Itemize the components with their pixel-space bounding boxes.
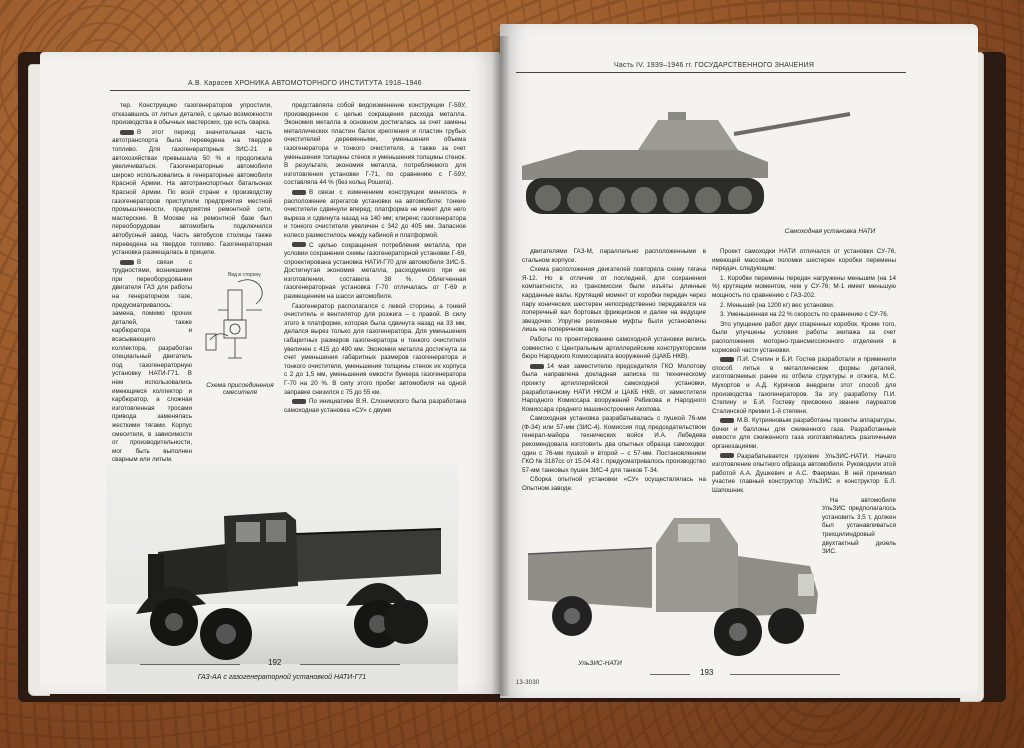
mixer-drawing-icon (198, 270, 282, 380)
marker-icon (292, 242, 306, 247)
marker-icon (120, 260, 134, 265)
paragraph: Схема расположения двигателей повторяла схему тягача Я-12. Но в отличие от последней, для сохранения компактности, из трансмиссии были изъяты длинные карданные валы. Крутящий момент от коробки передач через пару конических шестерен непосредственно передавался на поперечный вал бортовых фрикционов и далее на ведущие звездочки. Упругие резиновые муфты были установлены лишь на поперечном валу. (522, 266, 706, 334)
page-number-rule (300, 664, 400, 665)
marker-icon (120, 130, 134, 135)
page-number-rule (730, 674, 840, 675)
marker-icon (530, 364, 544, 369)
marker-icon (720, 418, 734, 423)
paragraph: М.В. Кутрияновым разработаны проекты аппаратуры, бочки и баллоны для сжиженного газа. Разработанные емкости для сжиженного газа изготавливались различными организациями. (712, 417, 896, 451)
photo-caption: ГАЗ-АА с газогенераторной установкой НАТИ-Г71 (197, 674, 367, 681)
paragraph: 3. Уменьшенная на 22 % скорость по сравнению с СУ-76. (720, 311, 889, 319)
paragraph: тер. Конструкцию газогенераторов упростили, отказавшись от литых деталей, с целью возможности производства в обычных мастерских, где есть сварка. (112, 102, 272, 127)
paragraph: В связи с трудностями, возникшими при переоборудовании двигателя ГАЗ для работы на генераторном газе, предусматривалось: замена, помимо прочих деталей, также карбюратора и всасывающего коллектора, разработан специальный двигатель под газогенераторную установку НАТИ-Г71. В нем использовались имеющиеся коллектор и карбюратор, а сложная изготовленная тросами привода заменялась жесткими тягами. Корпус смесителя, в зависимости от производительности, мог быть выполнен сварным или литым. (112, 258, 192, 464)
page-number-rule (140, 664, 240, 665)
truck-drawing-icon (524, 504, 824, 664)
paragraph: Работы по проектированию самоходной установки велись совместно с Центральным артиллерийским конструкторским бюро Народного Комиссариата вооружений (ЦАКБ НКВ). (522, 335, 706, 361)
left-running-head: А.В. Карасев ХРОНИКА АВТОМОТОРНОГО ИНСТИТУТА 1918–1946 (188, 80, 422, 87)
sketch-caption: Схема присоединения смесителя (206, 382, 274, 396)
marker-icon (292, 399, 306, 404)
tank-image (518, 104, 858, 224)
paragraph: 2. Меньший (на 1200 кг) вес установки. (720, 301, 835, 309)
truck-photo-icon (106, 464, 458, 664)
paragraph: представляла собой видоизменение конструкции Г-59У, произведенное с целью сокращения расхода металла. Экономия металла в основном достигалась за счет замены металлических пластин балок крепления и пластин грубых очистителей деревянными, уменьшения объема газогенератора и тонкого очистителя, а также за счет уменьшения толщины стенок и уменьшения толщины стенок. В результате, экономия металла, потребляемого для изготовления установки Г-71, по сравнению с Г-59У, составляла 44 % (без кольц Рошига). (284, 102, 466, 187)
right-page (500, 24, 978, 698)
paragraph: Самоходная установка разрабатывалась с пушкой 76-мм (Ф-34) или 57-мм (ЗИС-4). Комиссия под председательством генерал-майора технических войск И.А. Лебедева рекомендовала изготовить два опытных образца самоходки: один с 76-мм пушкой и второй – с 57-мм. Постановлением ГКО № 3187сс от 15.04.43 г. предусматривалось производство 57-мм танковых пушек ЗИС-4 для танков Т-34. (522, 415, 706, 474)
footer-mark: 13-3030 (516, 680, 540, 686)
paragraph: В этот период значительная часть автотранспорта была переведена на твердое топливо. Для газогенераторных ЗИС-21 в автохозяйствах превышала 50 % и продолжала увеличиваться. Газогенераторные автомобили широко использовались в генераторные автомобили Красной Армии. На автотранспортных батальонах Красной Армии. По всей стране к производству газогенераторов приступили предприятия местной промышленности, предприятия ремонтной сети, мастерские. В Москве на ремонтной базе был переоборудован автомобиль подключился автобусный завод. Часть автобусов столицы также переведена на твердое топливо. Газогенераторная установка размещалась в прицепе. (112, 128, 272, 257)
truck-caption: УльЗИС-НАТИ (578, 660, 622, 667)
paragraph: П.И. Степин и Б.И. Гостев разработали и применили способ литья в металлические формы деталей, изготовляемых ранее из отбела структуры и отжига, М.С. Мухортов и А.Д. Курячков внедрили этот способ для производства газогенераторов. За эту разработку П.И. Степину и Б.И. Гостеву присвоено звание лауреатов Сталинской премии 1-й степени. (712, 356, 896, 415)
marker-icon (720, 453, 734, 458)
paragraph: 14 мая заместителю председателя ГКО Молотову была направлена докладная записка по техническому проекту артиллерийской самоходной установки, разработанному НАТИ НКСМ и ЦАКБ НКВ, от заместителя Народного Комиссара вооружений Рябикова и Народного Комиссара среднего машиностроения Акопова. (522, 362, 706, 413)
mixer-sketch (198, 270, 282, 380)
right-running-head: Часть IV. 1939–1946 гг. ГОСУДАРСТВЕННОГО ЗНАЧЕНИЯ (614, 62, 815, 69)
page-number: 193 (700, 668, 714, 677)
page-number-rule (650, 674, 690, 675)
left-page (40, 52, 500, 694)
left-column-2 (284, 102, 466, 416)
paragraph: По инициативе В.Я. Слонимского была разработана самоходная установка «СУ» с двумя (284, 398, 466, 414)
page-number: 192 (268, 658, 282, 667)
gaz-aa-photo (106, 464, 458, 692)
paragraph: Это упущение работ двух спаренных коробок. Кроме того, были улучшены условия работы экипажа за счет расположения моторно-трансмиссионного отделения в кормовой части установки. (712, 320, 896, 354)
paragraph: С целью сокращения потребления металла, при условии сохранения схемы газогенераторной установки Г-69, спроектирована установка НАТИ-Г70 для автомобиля ЗИС-5. Достигнутая экономия металла, расходуемого при ее изготовлении, составила 38 %. Облегченная газогенераторная установка Г-70 отличалась от Г-69 и размещением на шасси автомобиля. (284, 241, 466, 301)
paragraph: двигателями ГАЗ-М, параллельно расположенными в стальном корпусе. (522, 248, 706, 264)
right-header-rule (516, 72, 906, 73)
paragraph: Газогенератор располагался с левой стороны, а тонкий очиститель и вентилятор для розжига – с правой. В силу этого в платформе, которая была сдвинута назад на 33 мм, делался вырез только для газогенератора. Для уменьшения габаритных размеров газогенератора и тонкого очистителя увеличен с 415 до 480 мм. Экономия металла достигнута за счет уменьшения габаритных размеров газогенератора и тонкого очистителя, уменьшения толщины стенок их корпуса с 2 до 1,5 мм, уменьшения емкости бункера газогенератора Г-70 на 20 %. В силу этого пробег автомобиля на одной заправке снизился с 75 до 55 км. (284, 302, 466, 396)
paragraph: Проект самоходки НАТИ отличался от установки СУ-76, имеющей массовые поломки шестерен коробки перемены передач, следующим: (712, 248, 896, 273)
marker-icon (720, 357, 734, 362)
tank-caption: Самоходная установка НАТИ (784, 228, 876, 235)
self-propelled-gun-icon (518, 104, 858, 224)
book-gutter (492, 36, 510, 696)
ulzis-nati-image (524, 504, 824, 664)
paragraph: Сборка опытной установки «СУ» осуществлялась на Опытном заводе. (522, 476, 706, 493)
marker-icon (292, 190, 306, 195)
sketch-label: Вид в сторону (228, 272, 261, 278)
paragraph: Разрабатывается грузовик УльЗИС-НАТИ. Начато изготовление опытного образца автомобиля. Руководили этой работой А.А. Душкевич и А.С. Фаерман. В ней принимал участие главный конструктор УльЗИС и конструктор Б.Л. Шапошник. (712, 452, 896, 495)
paragraph: 1. Коробки перемены передач нагружены меньшим (на 14 %) крутящим моментом, чем у СУ-76; М-1 имеет меньшую мощность по сравнению с ГАЗ-202. (712, 274, 896, 299)
right-column-1 (522, 248, 706, 495)
paragraph: В связи с изменением конструкции менялось и расположение агрегатов установки на автомобиле: тонкие очистители сдвинули вперед; платформа не имеет для него выреза и сдвинута назад на 140 мм; клиренс газогенератора и тонкого очистителя увеличен с 342 до 405 мм. Запасное колесо разместилось между кабиной и платформой. (284, 188, 466, 239)
left-header-rule (110, 90, 470, 91)
paragraph: На автомобиле УльЗИС предполагалось установить 3,5 т, должен был устанавливаться трехцилиндровый двухтактный дизель ЗИС. (822, 496, 896, 556)
